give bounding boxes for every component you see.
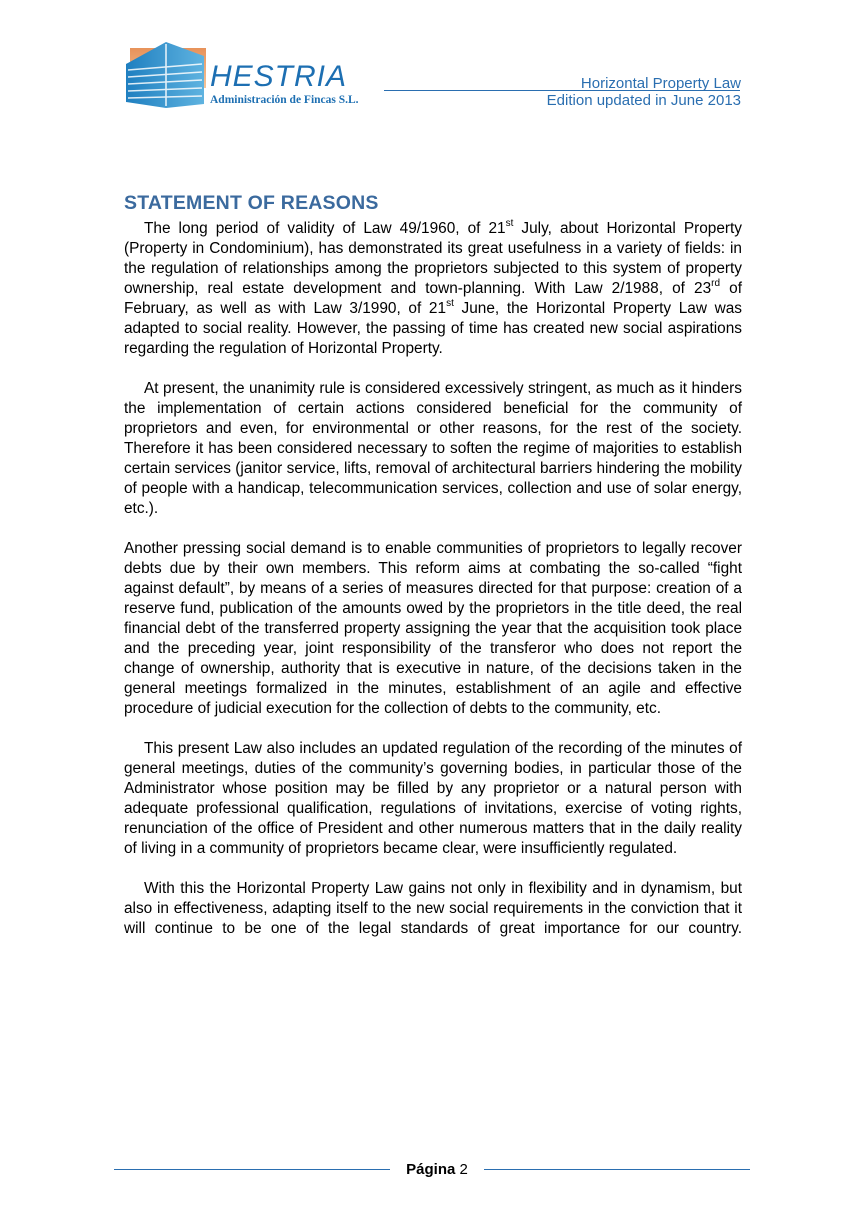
company-logo: [126, 42, 376, 110]
edition-note: Edition updated in June 2013: [546, 92, 741, 109]
logo-subtitle: Administración de Fincas S.L.: [210, 94, 359, 106]
paragraph-3: Another pressing social demand is to enable communities of proprietors to legally recover debts due by their own members. This reform aims at combating the so-called “fight against default”, by means of a series of measures directed for that purpose: creation of a reserve fund, publication of the amounts owed by the proprietors in the title deed, the real financial debt of the transferred property assigning the year that the acquisition took place and the preceding year, joint responsibility of the transferor who does not report the change of ownership, authority that is executive in nature, of the decisions taken in the general meetings formalized in the minutes, establishment of an agile and effective procedure of judicial execution for the collection of debts to the community, etc.: [124, 540, 742, 717]
paragraph-5: With this the Horizontal Property Law gains not only in flexibility and in dynamism, but also in effectiveness, adapting itself to the new social requirements in the conviction that it will continue to be one of the legal standards of great importance for our country.: [124, 880, 742, 937]
body-text: [124, 219, 742, 959]
building-logo-icon: [126, 42, 208, 108]
paragraph-1: The long period of validity of Law 49/1960, of 21st July, about Horizontal Property (Property in Condominium), has demonstrated its great usefulness in a variety of fields: in the regulation of relationships among the proprietors subjected to this system of property ownership, real estate development and town-planning. With Law 2/1988, of 23rd of February, as well as with Law 3/1990, of 21st June, the Horizontal Property Law was adapted to social reality. However, the passing of time has created new social aspirations regarding the regulation of Horizontal Property.: [124, 218, 742, 357]
running-header: [547, 75, 741, 109]
footer-rule-left: [114, 1169, 390, 1170]
document-title: Horizontal Property Law: [580, 75, 741, 92]
paragraph-4: This present Law also includes an updated regulation of the recording of the minutes of general meetings, duties of the community’s governing bodies, in particular those of the Administrator whose position may be filled by any proprietor or a natural person with adequate professional qualification, regulations of invitations, exercise of voting rights, renunciation of the office of President and other numerous matters that in the daily reality of living in a community of proprietors became clear, were insufficiently regulated.: [124, 740, 742, 857]
logo-name: HESTRIA: [210, 60, 348, 93]
paragraph-2: At present, the unanimity rule is considered excessively stringent, as much as it hinders the implementation of certain actions considered beneficial for the community of proprietors and even, for environmental or other reasons, for the rest of the society. Therefore it has been considered necessary to soften the regime of majorities to establish certain services (janitor service, lifts, removal of architectural barriers hindering the mobility of people with a handicap, telecommunication services, collection and use of solar energy, etc.).: [124, 380, 742, 517]
page-number: Página 2: [406, 1161, 468, 1178]
footer-rule-right: [484, 1169, 750, 1170]
section-title: STATEMENT OF REASONS: [124, 192, 379, 214]
